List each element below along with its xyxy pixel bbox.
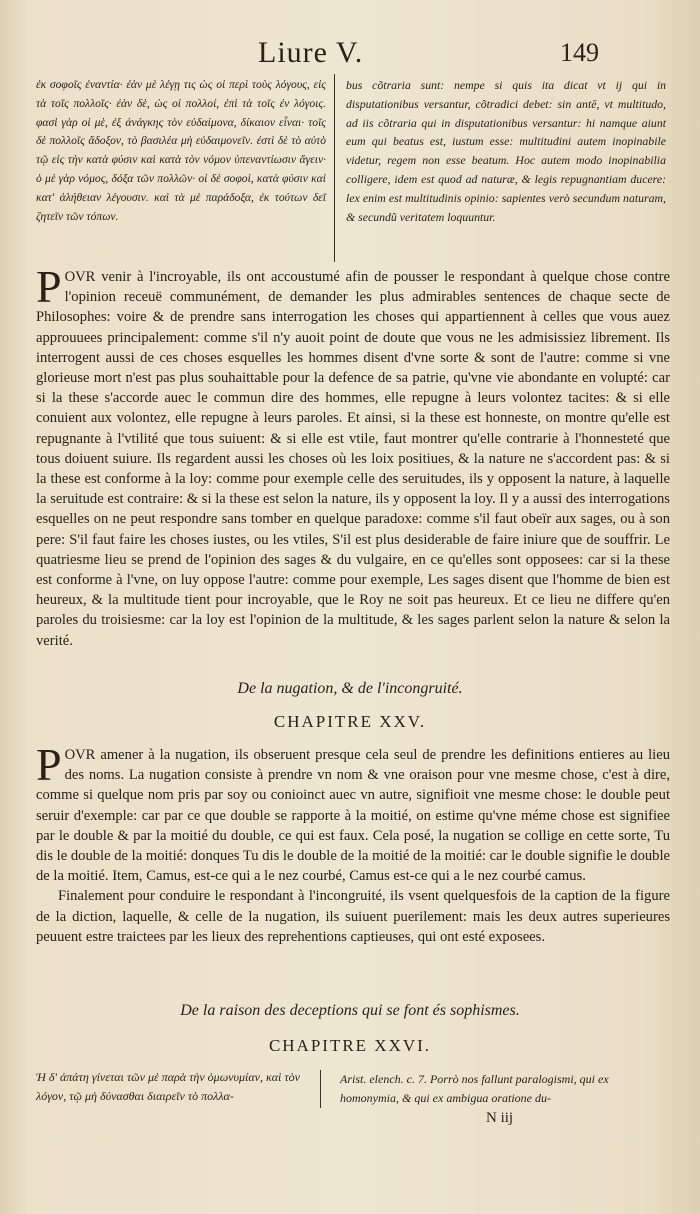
- chapter-26-title: De la raison des deceptions qui se font és sophismes.: [180, 1002, 520, 1019]
- paragraph-text: amener à la nugation, ils obseruent presque cela seul de prendre les definitions entieres au lieu des noms. La nugation consiste à prendre vn nom & vne oraison pour vne mesme chose, c'est à dire, comme si quelque nom pris par soy ou conioinct auec vn autre, signifioit vne mesme chose: le double peut seruir d'exemple: car par ce que double se rapporte à la moitié, on estime qu'vne méme chose est signifiee par le double & par la moitié du double, ce qui est faux. Cela posé, la nugation se collige en cette sorte, Tu dis le double de la moitié: donques Tu dis le double de la moitié de la moitié: car le double signifie le double de la moitié. Item, Camus, est-ce qui a le nez courbé, Camus est-ce qui a le nez courbé camus.: [36, 747, 670, 885]
- page-number: 149: [560, 38, 599, 67]
- paragraph-incroyable: [36, 261, 670, 651]
- chapter-25-title: De la nugation, & de l'incongruité.: [237, 680, 463, 697]
- paragraph-incongruite: Finalement pour conduire le respondant à l'incongruité, ils vsent quelquesfois de la caption de la figure de la diction, laquelle, & celle de la nugation, ils suiuent puerilement: mais les deux autres superieures peuuent estre traictees par les lieux des reprehentions captieuses, qui ont esté exposees.: [36, 888, 670, 945]
- greek-text-column: ἐκ σοφοῖς ἐναντία· ἐὰν μὲ λέγῃ τις ὡς οἱ περὶ τοὺς λόγους, εἰς τὰ τοῖς πολλοῖς· ἐὰν δὲ, ὡς οἱ πολλοί, ἐπὶ τὰ τοῖς ἐν λόγοις. φασὶ γὰρ οἱ μὲ, ἐξ ἀνάγκης τὸν εὐδαίμονα, δίκαιον εἶναι· τοῖς δὲ πολλοῖς ἄδοξον, τὸ βασιλέα μὴ εὐδαιμονεῖν. ἐστὶ δὲ τὸ αὐτὸ τῷ εἰς τὴν κατὰ φύσιν καὶ κατὰ τὸν νόμον ὑπεναντίωσιν ἄγειν· ὁ μὲ γὰρ νόμος, δόξα τῶν πολλῶν· οἱ δὲ σοφοὶ, κατὰ φύσιν καὶ κατ' ἀλήθειαν λέγουσιν. καὶ τὰ μὲ παράδοξα, ἐκ τούτων δεῖ ζητεῖν τῶν τόπων.: [36, 78, 326, 223]
- paragraph-nugation: [36, 739, 670, 947]
- running-head: [0, 36, 700, 72]
- lead-word: OVR: [64, 269, 96, 285]
- book-title: Liure V.: [258, 36, 364, 69]
- footer-divider: [320, 1070, 321, 1108]
- drop-cap: P: [36, 261, 62, 312]
- signature-mark: N iij: [486, 1110, 514, 1126]
- drop-cap: P: [36, 739, 62, 790]
- latin-text-column: bus cõtraria sunt: nempe si quis ita dicat vt ij qui in disputationibus versantur, cõtradici debet: sin antē, vt multitudo, ad iis cõtraria qui in disputationibus versantur: hi namque aiunt eum qui beatus est, iustum esse: multitudini autem inopinabile videtur, regem non esse beatum. Hoc autem modo inopinabilia colligere, idem est quod ad naturæ, & legis repugnantiam ducere: lex enim est multitudinis opinio: sapientes verò secundum naturam, & secundũ veritatem loquuntur.: [346, 78, 666, 224]
- latin-footer-text: Arist. elench. c. 7. Porrò nos fallunt paralogismi, qui ex homonymia, & qui ex ambigua oratione du-: [340, 1072, 609, 1105]
- greek-footer-text: Ἡ δ' ἀπάτη γίνεται τῶν μὲ παρὰ τὴν ὁμωνυμίαν, καὶ τὸν λόγον, τῷ μὴ δύνασθαι διαιρεῖν τὸ πολλα-: [36, 1070, 300, 1103]
- column-divider: [334, 74, 335, 262]
- lead-word: OVR: [64, 747, 96, 763]
- chapter-26-label: CHAPITRE XXVI.: [268, 1036, 432, 1055]
- paragraph-text: venir à l'incroyable, ils ont accoustumé afin de pousser le respondant à quelque chose contre l'opinion receuë communément, de demander les plus admirables sentences de chaque secte de Philosophes: voire & de prendre sans interrogation les choses qui appartiennent à celles que vous auez approuuees principalement: comme s'il n'y auoit point de doute que vous ne les admisissiez librement. Ils interrogent aussi de ces choses esquelles les hommes disent d'vne sorte & sont de l'autre: comme si vne glorieuse mort n'est pas plus souhaittable pour la defence de sa patrie, qu'vne vie abondante en volupté: car si la these s'accorde auec le commun dire des hommes, elle repugne à leurs volontez tacites: & si elle conuient aux volontez, elle repugne à leurs paroles. Et ainsi, si la these est honneste, on montre qu'elle est repugnante à l'vtilité que tous suiuent: & si elle est vtile, faut montrer qu'elle contrarie à l'honnesteté que tous doiuent suiure. Ils regardent aussi les choses où les loix positiues, & la nature ne s'accordent pas: & si la these est conforme à la loy: comme pour exemple celle des seruitudes, ils y opposent la nature, à laquelle la seruitude est contraire: & si la these est selon la nature, ils y opposent la loy. Il y a aussi des interrogations esquelles on ne peut respondre sans tomber en quelque paradoxe: comme s'il faut obeïr aux sages, ou à son pere: S'il faut faire les choses iustes, ou les vtiles, S'il est plus desiderable de faire iniure que de souffrir. Le quatriesme lieu se prend de l'opinion des sages & du vulgaire, en ce qu'elles sont opposees: car si la these est conforme à l'vne, on luy oppose l'autre: comme pour exemple, Les sages disent que l'homme de bien est heureux, & la multitude tient pour incroyable, que le Roy ne soit pas heureux. Et ce lieu ne differe qu'en paroles du troisiesme: car la loy est l'opinion de la multitude, & les sages parlent selon la nature & selon la verité.: [36, 269, 670, 649]
- chapter-25-label: CHAPITRE XXV.: [273, 712, 427, 731]
